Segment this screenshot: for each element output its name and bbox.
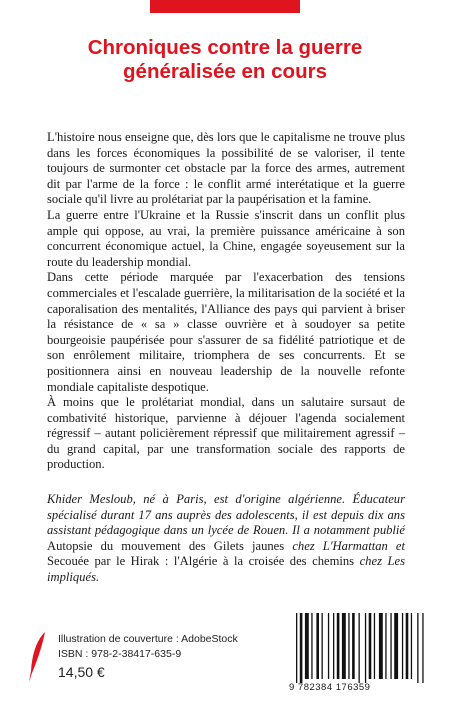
- back-cover-text: [47, 130, 405, 473]
- top-red-bar: [150, 0, 300, 13]
- paragraph-1: L'histoire nous enseigne que, dès lors que le capitalisme ne trouve plus dans les forces économiques la possibilité de se valoriser, il tente toujours de surmonter cet obstacle par la force des armes, autrement dit par l'arme de la force : le conflit armé interétatique et la guerre sociale qu'il livre au prolétariat par la paupérisation et la famine.: [47, 130, 405, 207]
- author-bio-text: Khider Mesloub, né à Paris, est d'origine algérienne. Éducateur spécialisé durant 17 ans auprès des adolescents, il est depuis dix ans assistant pédagogique dans un lycée de Rouen. Il a notamment publié: [47, 492, 405, 538]
- barcode-icon: [290, 611, 430, 691]
- illustration-credit: Illustration de couverture : AdobeStock: [58, 633, 238, 645]
- author-bio: [47, 492, 405, 586]
- book-title: [20, 36, 430, 84]
- paragraph-3: Dans cette période marquée par l'exacerbation des tensions commerciales et l'escalade guerrière, la militarisation de la société et la caporalisation des mentalités, l'Alliance des pays qui parvient à briser la résistance de « sa » classe ouvrière et à soudoyer sa petite bourgeoisie paupérisée pour s'assurer de sa fidélité patriotique et de son enrôlement militaire, triomphera de ses concurrents. Et se positionnera ainsi en nouveau leadership de la nouvelle refonte mondiale capitaliste despotique.: [47, 270, 405, 394]
- book-title-1: Autopsie du mouvement des Gilets jaunes: [47, 538, 285, 553]
- publication-info: [58, 632, 238, 680]
- title-line-1: Chroniques contre la guerre: [87, 36, 363, 59]
- paragraph-2: La guerre entre l'Ukraine et la Russie s'inscrit dans un conflit plus ample qui oppose, au vrai, la première puissance américaine à son concurrent économique actuel, la Chine, engagée soyeusement sur la route du leadership mondial.: [47, 207, 405, 269]
- price: 14,50 €: [58, 664, 105, 680]
- title-line-2: généralisée en cours: [123, 60, 327, 83]
- publisher-1: chez L'Harmattan et: [292, 538, 405, 553]
- barcode-digits: 9 782384 176359: [289, 682, 371, 693]
- paragraph-4: À moins que le prolétariat mondial, dans un salutaire sursaut de combativité historique, parvienne à déjouer l'agenda socialement régressif – autant policièrement répressif que militairement agressif – du grand capital, par une transformation sociale des rapports de production.: [47, 395, 405, 472]
- feather-logo-icon: [28, 631, 48, 683]
- isbn: ISBN : 978-2-38417-635-9: [58, 648, 182, 660]
- book-title-2: Secouée par le Hirak : l'Algérie à la croisée des chemins: [47, 554, 355, 569]
- publisher-2: chez Les impliqués.: [47, 554, 405, 584]
